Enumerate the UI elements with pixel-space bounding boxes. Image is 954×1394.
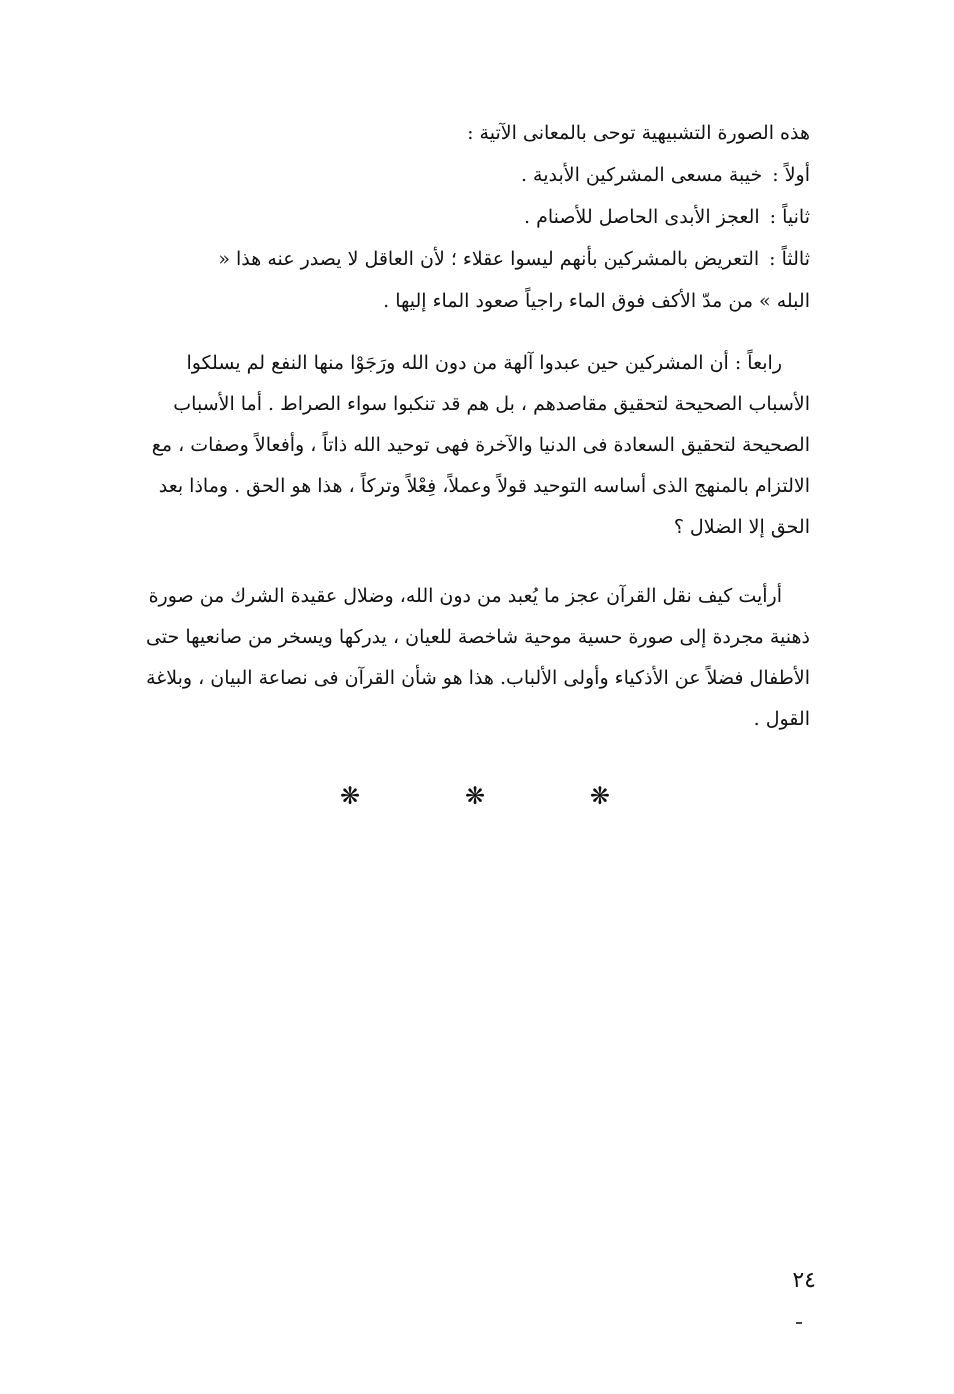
page-number: ٢٤ [792, 1268, 816, 1293]
list-item-text: خيبة مسعى المشركين الأبدية . [520, 164, 763, 186]
paragraph-line: الأطفال فضلاً عن الأذكياء وأولى الألباب. هذا هو شأن القرآن فى نصاعة البيان ، وبلاغة [146, 667, 810, 689]
section-separator [340, 782, 610, 810]
list-item-first [112, 154, 810, 196]
intro-continuation-line: البله » من مدّ الأكف فوق الماء راجياً صعود الماء إليها . [383, 290, 810, 312]
paragraph-fourth-point [112, 343, 810, 548]
paragraph-line: الحق إلا الضلال ؟ [673, 516, 810, 538]
list-item-label: ثالثاً : [769, 248, 810, 270]
intro-section [112, 112, 810, 322]
paragraph-line: ذهنية مجردة إلى صورة حسية موحية شاخصة للعيان ، يدركها ويسخر من صانعيها حتى [145, 626, 810, 648]
list-item-text: العجز الأبدى الحاصل للأصنام . [524, 206, 760, 228]
asterism-icon: ❋ [464, 782, 486, 810]
asterism-icon: ❋ [340, 782, 361, 810]
paragraph-line: أرأيت كيف نقل القرآن عجز ما يُعبد من دون الله، وضلال عقيدة الشرك من صورة [148, 585, 782, 607]
paragraph-line: الالتزام بالمنهج الذى أساسه التوحيد قولاً وعملاً، فِعْلاً وتركاً ، هذا هو الحق . وماذا بعد [158, 475, 810, 497]
list-item-third [112, 238, 810, 280]
page-footer-mark [796, 1322, 802, 1324]
paragraph-conclusion [112, 576, 810, 740]
paragraph-line: رابعاً : أن المشركين حين عبدوا آلهة من دون الله ورَجَوْا منها النفع لم يسلكوا [186, 352, 782, 374]
paragraph-line: القول . [753, 708, 810, 730]
list-item-label: ثانياً : [769, 206, 810, 228]
list-item-label: أولاً : [772, 164, 810, 186]
paragraph-line: الصحيحة لتحقيق السعادة فى الدنيا والآخرة فهى توحيد الله ذاتاً ، وأفعالاً وصفات ، مع [151, 434, 810, 456]
asterism-icon: ❋ [589, 782, 610, 810]
list-item-second [112, 196, 810, 238]
list-item-text: التعريض بالمشركين بأنهم ليسوا عقلاء ؛ لأن العاقل لا يصدر عنه هذا « [218, 248, 760, 270]
paragraph-line: الأسباب الصحيحة لتحقيق مقاصدهم ، بل هم قد تنكبوا سواء الصراط . أما الأسباب [173, 393, 810, 415]
intro-line: هذه الصورة التشبيهية توحى بالمعانى الآتية : [467, 122, 810, 144]
